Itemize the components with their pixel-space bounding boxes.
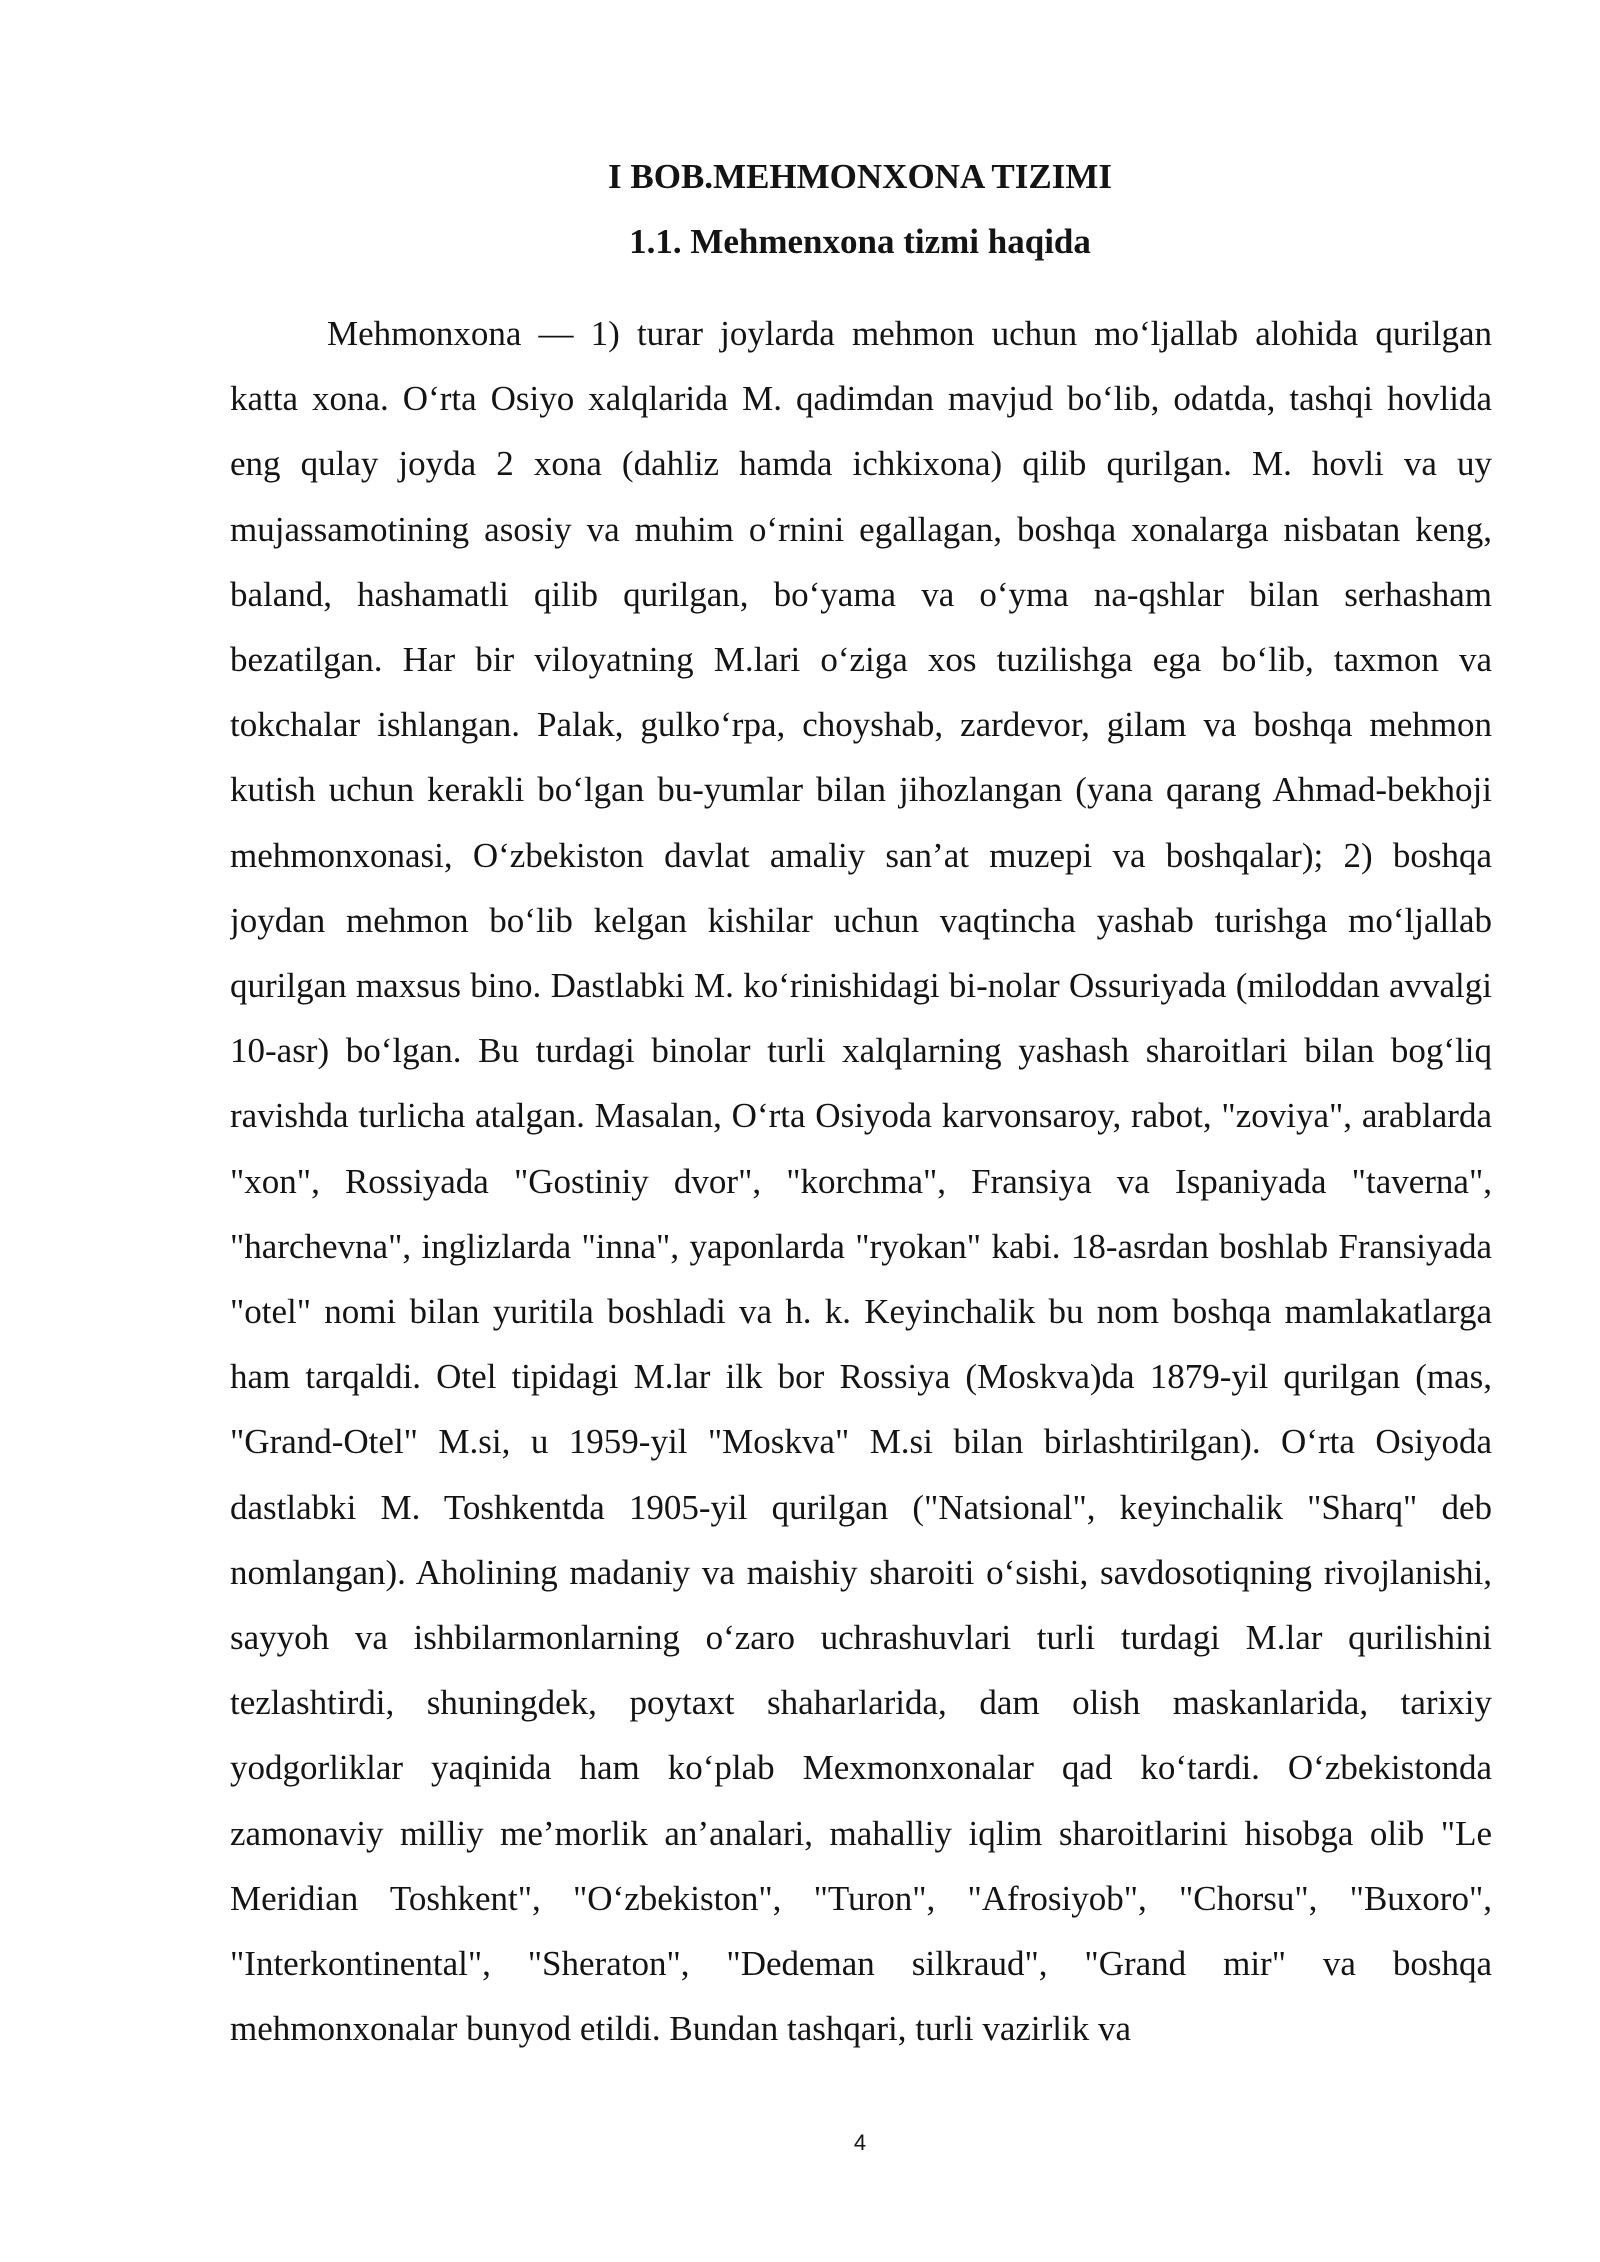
body-paragraph: Mehmonxona — 1) turar joylarda mehmon uchun moʻljallab alohida qurilgan katta xona. Oʻrta Osiyo xalqlarida M. qadimdan mavjud boʻlib, odatda, tashqi hovlida eng qulay joyda 2 xona (dahliz hamda ichkixona) qilib qurilgan. M. hovli va uy mujassamotining asosiy va muhim oʻrnini egallagan, boshqa xonalarga nisbatan keng, baland, hashamatli qilib qurilgan, boʻyama va oʻyma na-qshlar bilan serhasham bezatilgan. Har bir viloyatning M.lari oʻziga xos tuzilishga ega boʻlib, taxmon va tokchalar ishlangan. Palak, gulkoʻrpa, choyshab, zardevor, gilam va boshqa mehmon kutish uchun kerakli boʻlgan bu-yumlar bilan jihozlangan (yana qarang Ahmad-bekhoji mehmonxonasi, Oʻzbekiston davlat amaliy san’at muzepi va boshqalar); 2) boshqa joydan mehmon boʻlib kelgan kishilar uchun vaqtincha yashab turishga moʻljallab qurilgan maxsus bino. Dastlabki M. koʻrinishidagi bi-nolar Ossuriyada (miloddan avvalgi 10-asr) boʻlgan. Bu turdagi binolar turli xalqlarning yashash sharoitlari bilan bogʻliq ravishda turlicha atalgan. Masalan, Oʻrta Osiyoda karvonsaroy, rabot, "zoviya", arablarda "xon", Rossiyada "Gostiniy dvor", "korchma", Fransiya va Ispaniyada "taverna", "harchevna", inglizlarda "inna", yaponlarda "ryokan" kabi. 18-asrdan boshlab Fransiyada "otel" nomi bilan yuritila boshladi va h. k. Keyinchalik bu nom boshqa mamlakatlarga ham tarqaldi. Otel tipidagi M.lar ilk bor Rossiya (Moskva)da 1879-yil qurilgan (mas, "Grand-Otel" M.si, u 1959-yil "Moskva" M.si bilan birlashtirilgan). Oʻrta Osiyoda dastlabki M. Toshkentda 1905-yil qurilgan ("Natsional", keyinchalik "Sharq" deb nomlangan). Aholining madaniy va maishiy sharoiti oʻsishi, savdosotiqning rivojlanishi, sayyoh va ishbilarmonlarning oʻzaro uchrashuvlari turli turdagi M.lar qurilishini tezlashtirdi, shuningdek, poytaxt shaharlarida, dam olish maskanlarida, tarixiy yodgorliklar yaqinida ham koʻplab Mexmonxonalar qad koʻtardi. Oʻzbekistonda zamonaviy milliy me’morlik an’analari, mahalliy iqlim sharoitlarini hisobga olib "Le Meridian Toshkent", "Oʻzbekiston", "Turon", "Afrosiyob", "Chorsu", "Buxoro", "Interkontinental", "Sheraton", "Dedeman silkraud", "Grand mir" va boshqa mehmonxonalar bunyod etildi. Bundan tashqari, turli vazirlik va <box>230 314 1492 2049</box>
page-number: 4 <box>853 2130 867 2155</box>
chapter-title: I BOB.MEHMONXONA TIZIMI <box>608 157 1112 196</box>
section-title: 1.1. Mehmenxona tizmi haqida <box>629 222 1091 261</box>
